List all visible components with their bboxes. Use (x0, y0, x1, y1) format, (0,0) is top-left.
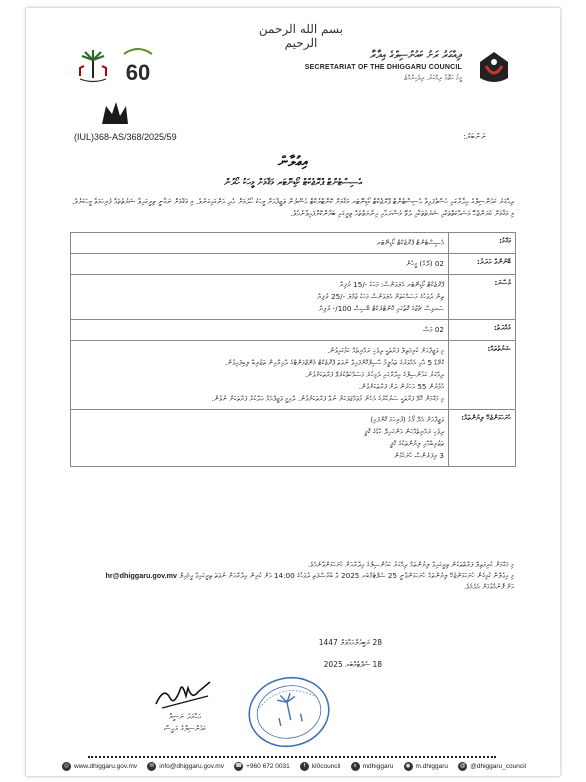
list-item: މި މަޤާމަށް ހޮވޭ ފަރާތަކީ ސަރުކާރުގެ އެހެން މުވައްޒަފަކަށް ނުވާ ފަރާތަކަށްވުން. ދާއިމީ ވަޒީފާއެއް އަދާކުރާ ފަރާތަކަށް ނުވުން. (211, 394, 444, 403)
table-row (71, 254, 516, 275)
council-logo (474, 48, 514, 88)
table-row (71, 320, 516, 341)
threads-icon: @ (459, 763, 466, 769)
footer-facebook[interactable] (300, 762, 341, 771)
footer-phone[interactable] (234, 762, 290, 771)
list-item: ޕްރޮޖެކްޓް ކޯޑިނޭޓަރ އެލަވަންސް: މަހަކު -/15 ރުފިޔާ (339, 280, 444, 289)
vacancy-details-table (70, 232, 516, 467)
bismillah-calligraphy: بسم الله الرحمن الرحيم (258, 22, 344, 50)
row-value (71, 320, 449, 341)
national-emblem-logo (72, 46, 172, 86)
closing-line-2 (72, 570, 514, 581)
council-name-dhivehi: ދިއްގަރު ރަށު ކައުންސިލްގެ އިދާރާ (369, 50, 462, 61)
reference-number: (IUL)368-AS/368/2025/59 (74, 132, 177, 142)
row-label: ހުށަހަޅަންޖެހޭ ލިޔުންތައް: (449, 410, 516, 467)
anniversary-number: 60 (125, 60, 151, 85)
closing-paragraph (72, 559, 514, 592)
closing-deadline-text: މި އިޢުލާނާ ގުޅިގެން ހުށަހަޅަންޖެހޭ ލިޔުންތައް ހުށަހަޅަންވާނީ 25 ސެޕްޓެމްބަރ 2025 ވާ ބުރާސްފަތި ދުވަހުގެ 14:00 އަށް ކުރިން އިދާރާއަށް ނުވަތަ ތިރީގައިވާ އީމެއިލް (179, 571, 514, 580)
table-row (71, 410, 516, 467)
instagram-icon: ◉ (404, 762, 413, 771)
footer-contacts (62, 759, 526, 773)
facebook-text: kl0council (311, 762, 341, 770)
official-seal (242, 672, 336, 752)
list-item: ވަޒީފާއަށް އެދޭ ފޯމު (ފުރިހަމަ ކޮށްފައި) (370, 415, 444, 424)
website-text: www.dhiggaru.gov.mv (74, 762, 138, 770)
footer-twitter[interactable] (351, 762, 394, 771)
intro-paragraph: ދިއްގަރު ކައުންސިލްގެ އިދާރާގައި ހުސްވެފައިވާ އެސިސްޓެންޓް ޕްރޮޖެކްޓް ކޯޑިނޭޓަރ މަޤާމަށް ކޮންޓްރެކްޓް އުސޫލުން ވަޒީފާއަށް މީހަކު ހޯދުމަށް އެދި އަންގައިގަނެވެ. މި މަޤާމަށް ނަގާނީ ތިރީގައިވާ ޝަރުތުތައް ފުރިހަމަވާ މީހަކަށެވެ. މި މަޤާމަށް ކުރަންޖެހޭ މަސައްކަތްތަކާއި ޝަރުތުތަކާއި ދެވޭ މުސާރައާއި އިނާޔަތްތައް ތިރީގައި ބަޔާންކޮށްފައިވާނެއެވެ. (72, 197, 514, 218)
row-label: މަޤާމު: (449, 233, 516, 254)
list-item: ތަޖުރިބާއާއި ލިޔުންތަކުގެ ކޮޕީ (389, 439, 444, 448)
row-value (71, 254, 449, 275)
list-item: ދިއްގަރު ކައުންސިލްގެ އިދާރާގައި ދެމިހުރެ މަސައްކަތްކުރެވޭ ފަރާތަކަށްވުން. (304, 370, 444, 379)
row-label: ޝަރުތުތައް: (449, 341, 516, 410)
emblem-palm-icon (80, 50, 106, 82)
contact-email-link[interactable]: hr@dhiggaru.gov.mv (105, 571, 178, 580)
phone-icon: ☎ (235, 763, 243, 769)
table-row (71, 233, 516, 254)
row-label: މުސާރަ: (449, 275, 516, 320)
instagram-text: m.dhiggaru (415, 762, 449, 770)
list-item: އެސިސްޓެންޓް ޕްރޮޖެކްޓް ކޯޑިނޭޓަރ (376, 238, 444, 247)
table-row (71, 275, 516, 320)
footer-email[interactable] (147, 762, 224, 771)
list-item: ތިން ދުވަހުގެ މަސައްކަތަށް އެލަވަންސް މަހަކު ޖުމްލަ -/25 ރުފިޔާ (317, 292, 444, 301)
hijri-date: 28 ރަބީޢުލްއައްވަލް 1447 (318, 638, 382, 647)
row-value (71, 275, 449, 320)
row-value (71, 233, 449, 254)
closing-line-3: އަށް ފޮނުއްވުމަށް އެދެމެވެ. (463, 582, 514, 591)
phone-text: +960 672 0031 (246, 762, 290, 770)
anniversary-60-logo (124, 49, 152, 85)
list-item: 3 ރިފަރެންސް ހުށަހެޅުން (394, 451, 444, 460)
list-item: އުމުރުން 55 އަހަރުން ދަށް ފަރާތަކަށްވުން. (358, 382, 444, 391)
mail-icon: ✉ (147, 762, 156, 771)
twitter-icon: x (351, 762, 360, 771)
email-text: info@dhiggaru.gov.mv (159, 762, 224, 770)
closing-line-1: މި މަޤާމަށް ކުރިމަތިލާ ފަރާތްތަކުން ތިރީގައިވާ ލިޔުންތައް ދިއްގަރު ކައުންސިލްގެ އިދާރާއަށް ހުށަހަޅަންވާނެއެވެ. (307, 560, 514, 569)
row-value (71, 341, 449, 410)
stamp-mark-icon (98, 100, 132, 128)
twitter-text: mdhiggaru (362, 762, 394, 770)
list-item: ގްރޭޑް 5 އާއި އެއްވަރުގެ ތައުލީމު ހާސިލްކޮށްފައިވާ ނުވަތަ ޕްރޮޖެކްޓް މެނޭޖްމަންޓްގެ ދާއިރާއިން ތަޖުރިބާ ލިބިފައިވުން. (224, 358, 444, 367)
list-item: މި ވަޒީފާއަށް ކުރިމަތިލާ ފަރާތަކީ ދިވެހި ރައްޔިތެއް ކަމުގައިވުން. (327, 346, 444, 355)
gregorian-date: 18 ސެޕްޓެމްބަރ 2025 (323, 660, 382, 669)
row-value (71, 410, 449, 467)
threads-text: @dhiggaru_council (470, 762, 526, 770)
globe-icon: ◎ (62, 762, 71, 771)
footer-instagram[interactable] (404, 762, 449, 771)
list-item: ދިވެހި ރައްޔިތެއްކަން އަންގައިދޭ ކާޑުގެ ކޮޕީ (364, 427, 444, 436)
list-item: ސަރވިސް ޗާޖުގެ ގޮތުގައި ކޮންޓްރެކްޓް ބޭސިސް 100/- ރުފިޔާ (318, 304, 444, 313)
council-name-english: SECRETARIAT OF THE DHIGGARU COUNCIL (304, 64, 462, 71)
list-item: 02 މަސް (423, 325, 444, 334)
table-row (71, 341, 516, 410)
footer-website[interactable] (62, 762, 137, 771)
letter-page (26, 8, 560, 776)
signatory-title: ކައުންސިލްގެ ރައީސް (163, 724, 207, 733)
signatory-name: އަޙްމަދު ނަސީމް (169, 712, 201, 721)
facebook-icon: f (300, 762, 309, 771)
document-subtitle: އެސިސްޓެންޓް ޕްރޮޖެކްޓް ކޯޑިނޭޓަރ މަޤާމަށް މީހަކު ހޯދުން (224, 178, 362, 188)
document-title: އިޢުލާން (277, 154, 309, 170)
row-label: ބޭނުންވާ އަދަދު: (449, 254, 516, 275)
reference-label: ނަންބަރު: (463, 132, 486, 141)
signature-image (152, 676, 214, 712)
row-label: މުއްދަތު: (449, 320, 516, 341)
footer-threads[interactable] (458, 762, 526, 771)
list-item: 02 (ދޭއް) މީހުން (405, 259, 444, 268)
council-location: މީމު އަތޮޅު ދިއްގަރު، ދިވެހިރާއްޖެ (404, 74, 462, 82)
